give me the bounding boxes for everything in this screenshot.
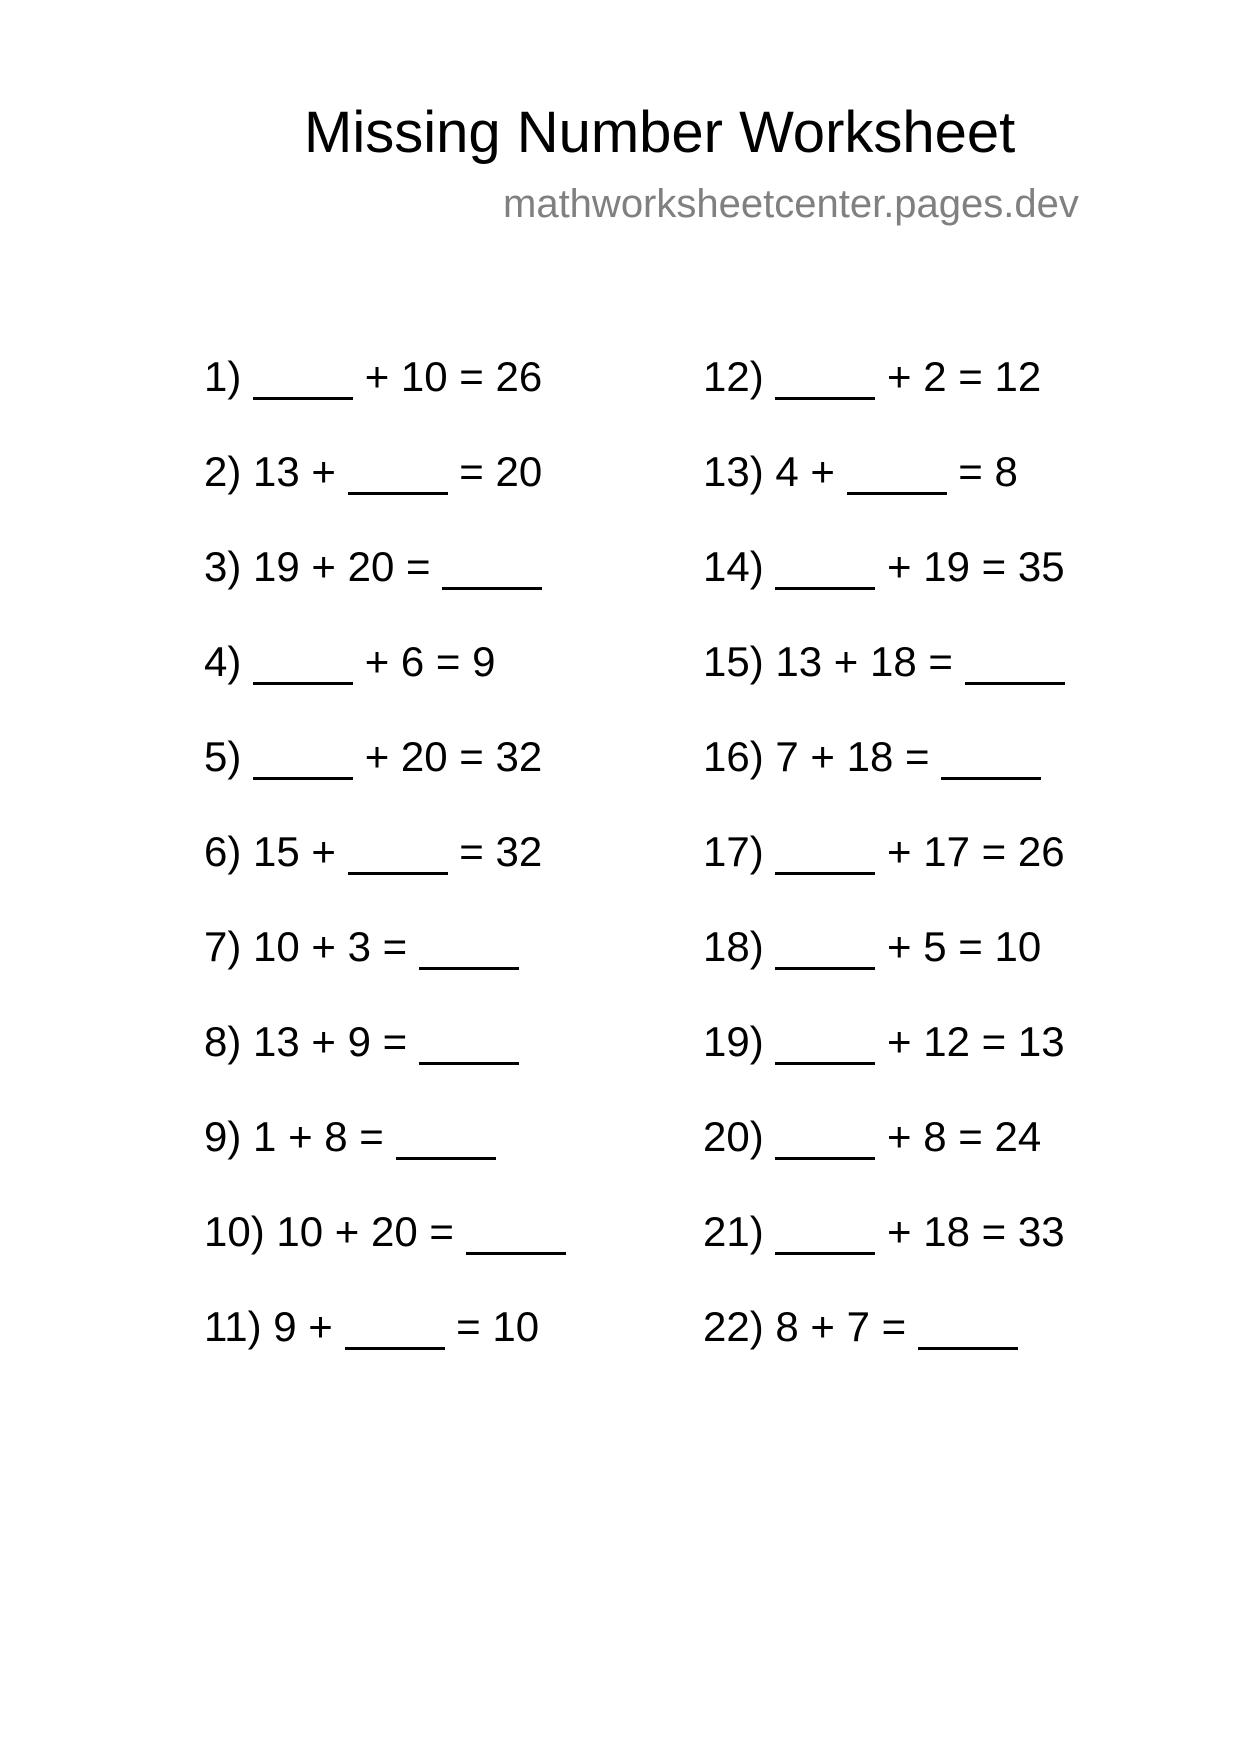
- spacer: [799, 732, 811, 782]
- problem-number: 21): [703, 1208, 764, 1255]
- spacer: [241, 732, 253, 782]
- spacer: [241, 1017, 253, 1067]
- spacer: [353, 352, 365, 402]
- spacer: [764, 922, 776, 972]
- problem-number: 7): [204, 923, 242, 970]
- operand-b: 17: [923, 828, 970, 875]
- operand-a: 13: [775, 638, 823, 685]
- answer-blank[interactable]: [775, 1216, 875, 1255]
- answer-blank[interactable]: [396, 1121, 496, 1160]
- spacer: =: [946, 1113, 995, 1160]
- operand-b: 20: [370, 1208, 418, 1255]
- spacer: [912, 827, 924, 877]
- operator: +: [810, 733, 835, 780]
- spacer: [764, 352, 776, 402]
- operand-b: 12: [923, 1018, 970, 1065]
- problem-row: [703, 352, 1065, 447]
- problem-row: [703, 447, 1065, 542]
- problem-number: 12): [703, 353, 764, 400]
- spacer: =: [893, 733, 942, 780]
- problem-number: 6): [204, 828, 242, 875]
- spacer: [336, 827, 348, 877]
- operand-b: 8: [324, 1113, 348, 1160]
- spacer: [300, 542, 312, 592]
- answer-blank[interactable]: [775, 931, 875, 970]
- operand-a: 10: [253, 923, 300, 970]
- operator: +: [810, 1303, 835, 1350]
- spacer: [764, 447, 776, 497]
- spacer: [241, 447, 253, 497]
- problems-column-left: [204, 352, 566, 1397]
- spacer: [241, 827, 253, 877]
- operator: +: [364, 733, 390, 780]
- answer-blank[interactable]: [775, 551, 875, 590]
- problem-row: [703, 922, 1065, 1017]
- spacer: [241, 542, 253, 592]
- problem-row: [204, 637, 566, 732]
- answer-blank[interactable]: [775, 1121, 875, 1160]
- operand-a: 9: [273, 1303, 297, 1350]
- problem-row: [703, 1302, 1065, 1397]
- operator: +: [311, 543, 336, 590]
- problem-number: 11): [204, 1303, 262, 1350]
- result: 24: [994, 1113, 1042, 1160]
- spacer: [300, 922, 312, 972]
- problem-number: 17): [703, 828, 764, 875]
- spacer: =: [447, 448, 496, 495]
- operand-b: 20: [347, 543, 395, 590]
- spacer: [297, 1302, 309, 1352]
- spacer: =: [444, 1303, 493, 1350]
- operator: +: [308, 1303, 333, 1350]
- problem-row: [204, 1207, 566, 1302]
- spacer: [241, 922, 253, 972]
- operator: +: [887, 1208, 912, 1255]
- operand-b: 5: [923, 923, 947, 970]
- operand-a: 13: [253, 1018, 300, 1065]
- spacer: =: [370, 1018, 419, 1065]
- operator: +: [887, 1018, 912, 1065]
- operand-b: 20: [400, 733, 448, 780]
- spacer: [875, 1112, 887, 1162]
- operand-b: 6: [400, 638, 425, 685]
- spacer: [764, 1017, 776, 1067]
- problem-number: 9): [204, 1113, 242, 1160]
- spacer: [336, 542, 348, 592]
- spacer: [300, 447, 312, 497]
- spacer: =: [946, 923, 995, 970]
- answer-blank[interactable]: [941, 741, 1041, 780]
- operator: +: [311, 448, 336, 495]
- answer-blank[interactable]: [918, 1311, 1018, 1350]
- spacer: =: [916, 638, 965, 685]
- spacer: =: [424, 638, 473, 685]
- result: 12: [994, 353, 1042, 400]
- problem-row: [703, 1207, 1065, 1302]
- answer-blank[interactable]: [775, 361, 875, 400]
- operator: +: [833, 638, 859, 685]
- spacer: [764, 542, 776, 592]
- spacer: [336, 447, 348, 497]
- spacer: [764, 1112, 776, 1162]
- spacer: [353, 732, 365, 782]
- problem-number: 18): [703, 923, 764, 970]
- result: 26: [495, 353, 543, 400]
- spacer: [835, 447, 847, 497]
- spacer: =: [447, 353, 496, 400]
- problem-number: 14): [703, 543, 764, 590]
- spacer: [300, 1017, 312, 1067]
- problem-number: 4): [204, 638, 242, 685]
- worksheet-source-url: mathworksheetcenter.pages.dev: [503, 182, 1079, 226]
- answer-blank[interactable]: [348, 456, 448, 495]
- operand-a: 10: [276, 1208, 324, 1255]
- spacer: =: [969, 1018, 1018, 1065]
- operand-b: 9: [347, 1018, 371, 1065]
- answer-blank[interactable]: [419, 931, 519, 970]
- operand-b: 2: [923, 353, 947, 400]
- answer-blank[interactable]: [775, 836, 875, 875]
- spacer: [875, 1207, 887, 1257]
- operator: +: [887, 1113, 912, 1160]
- operand-a: 15: [253, 828, 300, 875]
- spacer: [912, 352, 924, 402]
- spacer: [764, 637, 776, 687]
- operand-b: 18: [846, 733, 894, 780]
- problem-number: 13): [703, 448, 764, 495]
- spacer: [389, 732, 401, 782]
- problem-number: 16): [703, 733, 764, 780]
- spacer: =: [969, 543, 1018, 590]
- operator: +: [311, 923, 336, 970]
- problem-row: [204, 827, 566, 922]
- answer-blank[interactable]: [466, 1216, 566, 1255]
- spacer: [241, 352, 253, 402]
- problem-number: 20): [703, 1113, 764, 1160]
- result: 26: [1017, 828, 1065, 875]
- spacer: [276, 1112, 288, 1162]
- operator: +: [364, 638, 390, 685]
- answer-blank[interactable]: [847, 456, 947, 495]
- operator: +: [288, 1113, 313, 1160]
- problem-row: [204, 732, 566, 827]
- spacer: =: [447, 733, 496, 780]
- problem-row: [204, 1112, 566, 1207]
- spacer: [875, 922, 887, 972]
- problem-row: [703, 1112, 1065, 1207]
- operator: +: [887, 543, 912, 590]
- spacer: [313, 1112, 325, 1162]
- answer-blank[interactable]: [348, 836, 448, 875]
- spacer: [835, 732, 847, 782]
- spacer: =: [969, 828, 1018, 875]
- operator: +: [810, 448, 835, 495]
- result: 32: [495, 733, 543, 780]
- spacer: [875, 542, 887, 592]
- problem-number: 5): [204, 733, 242, 780]
- answer-blank[interactable]: [419, 1026, 519, 1065]
- problem-number: 15): [703, 638, 764, 685]
- problem-number: 22): [703, 1303, 764, 1350]
- operand-a: 8: [775, 1303, 799, 1350]
- spacer: [333, 1302, 345, 1352]
- spacer: =: [946, 448, 995, 495]
- answer-blank[interactable]: [775, 1026, 875, 1065]
- operand-b: 7: [846, 1303, 870, 1350]
- spacer: [323, 1207, 335, 1257]
- spacer: [912, 1112, 924, 1162]
- operand-b: 10: [400, 353, 448, 400]
- spacer: [389, 352, 401, 402]
- problem-row: [204, 1017, 566, 1112]
- spacer: [389, 637, 401, 687]
- problem-row: [703, 827, 1065, 922]
- spacer: =: [370, 923, 419, 970]
- spacer: [912, 1017, 924, 1067]
- operator: +: [311, 1018, 336, 1065]
- operand-b: 18: [923, 1208, 970, 1255]
- problem-row: [703, 732, 1065, 827]
- spacer: [336, 1017, 348, 1067]
- operator: +: [887, 353, 912, 400]
- spacer: =: [447, 828, 496, 875]
- spacer: [764, 1207, 776, 1257]
- spacer: [300, 827, 312, 877]
- problem-row: [204, 542, 566, 637]
- result: 8: [994, 448, 1018, 495]
- spacer: =: [946, 353, 995, 400]
- operand-b: 3: [347, 923, 371, 970]
- problem-number: 10): [204, 1208, 265, 1255]
- answer-blank[interactable]: [253, 741, 353, 780]
- operand-b: 8: [923, 1113, 947, 1160]
- operator: +: [887, 923, 912, 970]
- problem-row: [204, 447, 566, 542]
- result: 20: [495, 448, 543, 495]
- operand-a: 7: [775, 733, 799, 780]
- problem-number: 3): [204, 543, 242, 590]
- spacer: [875, 352, 887, 402]
- spacer: [835, 1302, 847, 1352]
- spacer: =: [869, 1303, 918, 1350]
- spacer: =: [969, 1208, 1018, 1255]
- problem-row: [703, 1017, 1065, 1112]
- spacer: [875, 1017, 887, 1067]
- problem-row: [204, 922, 566, 1017]
- operand-a: 19: [253, 543, 300, 590]
- result: 33: [1017, 1208, 1065, 1255]
- answer-blank[interactable]: [253, 646, 353, 685]
- worksheet-title: Missing Number Worksheet: [304, 100, 1016, 165]
- operator: +: [334, 1208, 360, 1255]
- operand-a: 13: [253, 448, 300, 495]
- answer-blank[interactable]: [442, 551, 542, 590]
- spacer: =: [394, 543, 443, 590]
- spacer: [875, 827, 887, 877]
- spacer: [241, 1112, 253, 1162]
- problems-column-right: [703, 352, 1065, 1397]
- problem-row: [703, 542, 1065, 637]
- problem-row: [703, 637, 1065, 732]
- spacer: [912, 1207, 924, 1257]
- problem-number: 19): [703, 1018, 764, 1065]
- problem-number: 2): [204, 448, 242, 495]
- problem-number: 8): [204, 1018, 242, 1065]
- spacer: [265, 1207, 277, 1257]
- result: 9: [472, 638, 496, 685]
- spacer: [764, 827, 776, 877]
- spacer: [822, 637, 834, 687]
- spacer: [764, 1302, 776, 1352]
- operand-a: 1: [253, 1113, 277, 1160]
- result: 13: [1017, 1018, 1065, 1065]
- result: 32: [495, 828, 543, 875]
- spacer: [912, 542, 924, 592]
- result: 10: [492, 1303, 540, 1350]
- operand-a: 4: [775, 448, 799, 495]
- operator: +: [364, 353, 390, 400]
- spacer: [353, 637, 365, 687]
- spacer: [262, 1302, 274, 1352]
- spacer: [241, 637, 253, 687]
- spacer: [359, 1207, 371, 1257]
- result: 35: [1017, 543, 1065, 590]
- problem-row: [204, 1302, 566, 1397]
- spacer: [858, 637, 870, 687]
- answer-blank[interactable]: [345, 1311, 445, 1350]
- spacer: [912, 922, 924, 972]
- problem-row: [204, 352, 566, 447]
- operand-b: 19: [923, 543, 970, 590]
- spacer: =: [347, 1113, 396, 1160]
- spacer: [799, 447, 811, 497]
- spacer: [336, 922, 348, 972]
- result: 10: [994, 923, 1042, 970]
- problem-number: 1): [204, 353, 242, 400]
- answer-blank[interactable]: [965, 646, 1065, 685]
- spacer: [764, 732, 776, 782]
- operator: +: [311, 828, 336, 875]
- spacer: =: [417, 1208, 466, 1255]
- operator: +: [887, 828, 912, 875]
- operand-b: 18: [869, 638, 917, 685]
- spacer: [799, 1302, 811, 1352]
- answer-blank[interactable]: [253, 361, 353, 400]
